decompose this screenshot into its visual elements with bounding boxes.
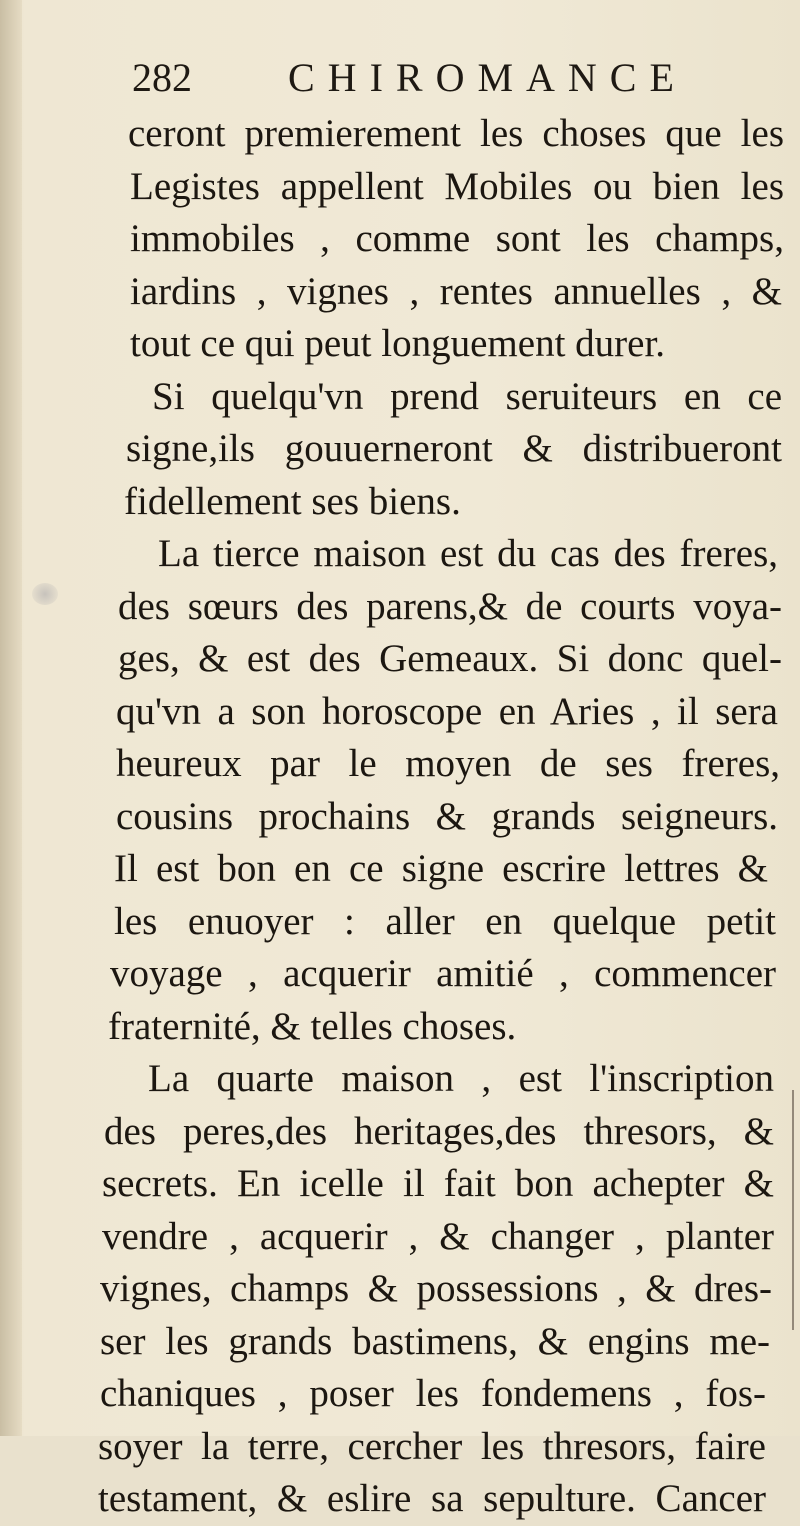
- text-line: des peres,des heritages,des thresors, &: [104, 1109, 774, 1153]
- page-edge-mark: [792, 1090, 794, 1330]
- text-line: La tierce maison est du cas des freres,: [158, 532, 778, 575]
- body-text: [98, 108, 788, 1526]
- text-line: voyage , acquerir amitié , commencer: [110, 952, 776, 995]
- text-line: Si quelqu'vn prend seruiteurs en ce: [152, 374, 782, 418]
- text-line: fraternité, & telles choses.: [108, 1004, 517, 1048]
- text-line: ges, & est des Gemeaux. Si donc quel-: [118, 637, 782, 680]
- text-line: Il est bon en ce signe escrire lettres &: [114, 847, 768, 890]
- text-line: heureux par le moyen de ses freres,: [116, 742, 780, 785]
- text-line: cousins prochains & grands seigneurs.: [116, 794, 778, 838]
- paper-stain: [32, 583, 58, 605]
- text-line: signe,ils gouuerneront & distribueront: [126, 427, 782, 470]
- text-line: secrets. En icelle il fait bon achepter &: [102, 1162, 774, 1205]
- text-line: chaniques , poser les fondemens , fos-: [100, 1372, 766, 1415]
- text-line: qu'vn a son horoscope en Aries , il sera: [116, 689, 778, 733]
- page-gutter: [0, 0, 22, 1436]
- text-line: Legistes appellent Mobiles ou bien les: [130, 164, 784, 208]
- text-line: des sœurs des parens,& de courts voya-: [118, 584, 782, 628]
- text-line: soyer la terre, cercher les thresors, faire: [98, 1424, 766, 1468]
- text-line: La quarte maison , est l'inscription: [148, 1057, 774, 1100]
- text-line: iardins , vignes , rentes annuelles , &: [130, 269, 782, 313]
- text-line: immobiles , comme sont les champs,: [130, 217, 784, 260]
- text-line: tout ce qui peut longuement durer.: [130, 322, 666, 365]
- text-line: vignes, champs & possessions , & dres-: [100, 1267, 772, 1310]
- text-line: ser les grands bastimens, & engins me-: [100, 1319, 770, 1363]
- text-line: les enuoyer : aller en quelque petit: [114, 899, 776, 943]
- page-header: [132, 52, 687, 112]
- text-line: fidellement ses biens.: [124, 479, 461, 523]
- page-number: 282: [132, 55, 192, 100]
- text-line: testament, & eslire sa sepulture. Cancer: [98, 1477, 766, 1520]
- text-line: vendre , acquerir , & changer , planter: [102, 1214, 774, 1258]
- text-line: ceront premierement les choses que les: [128, 112, 784, 155]
- running-title: CHIROMANCE: [288, 55, 687, 100]
